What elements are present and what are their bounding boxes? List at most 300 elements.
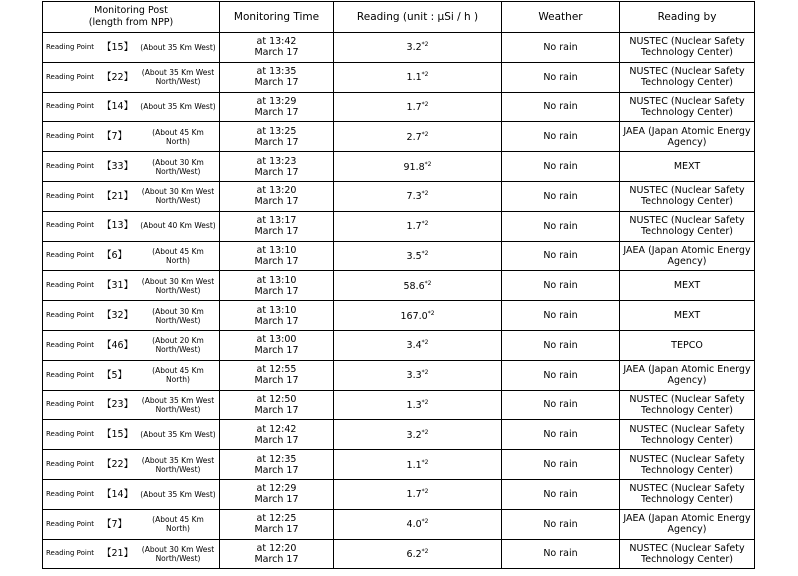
reading-cell bbox=[334, 420, 502, 450]
reading-by-line1: NUSTEC (Nuclear Safety bbox=[629, 95, 745, 107]
monitoring-post-cell bbox=[43, 301, 220, 331]
reading-point-label: Reading Point bbox=[46, 519, 95, 528]
reading-by-line1: NUSTEC (Nuclear Safety bbox=[629, 483, 745, 495]
reading-point-label: Reading Point bbox=[46, 72, 95, 81]
distance-direction bbox=[138, 545, 218, 563]
distance-direction bbox=[138, 43, 218, 52]
weather-cell: No rain bbox=[502, 420, 620, 450]
monitoring-post-cell bbox=[43, 33, 220, 63]
reading-footnote: *2 bbox=[424, 279, 432, 287]
table-row bbox=[43, 122, 755, 152]
weather-cell: No rain bbox=[502, 271, 620, 301]
date-value: March 17 bbox=[254, 345, 299, 357]
reading-by-line1: NUSTEC (Nuclear Safety bbox=[629, 393, 745, 405]
time-value: at 13:00 bbox=[256, 334, 297, 346]
header-post-line1: Monitoring Post bbox=[94, 5, 168, 16]
reading-by-line1: NUSTEC (Nuclear Safety bbox=[629, 453, 745, 465]
weather-cell: No rain bbox=[502, 479, 620, 509]
reading-point-number: 【46】 bbox=[102, 339, 134, 351]
reading-point-label: Reading Point bbox=[46, 340, 95, 349]
reading-by-cell bbox=[620, 152, 755, 182]
reading-by-cell bbox=[620, 181, 755, 211]
reading-by-line2: Technology Center) bbox=[641, 47, 733, 59]
reading-cell bbox=[334, 181, 502, 211]
monitoring-time-cell bbox=[220, 152, 334, 182]
table-row bbox=[43, 479, 755, 509]
header-post-line2: (length from NPP) bbox=[88, 17, 174, 28]
reading-point-label: Reading Point bbox=[46, 251, 95, 260]
reading-value: 58.6 bbox=[403, 280, 425, 292]
time-value: at 13:10 bbox=[256, 274, 297, 286]
reading-by-cell bbox=[620, 509, 755, 539]
distance-direction bbox=[138, 336, 218, 354]
distance-line2: North/West) bbox=[155, 345, 201, 355]
monitoring-post-cell bbox=[43, 211, 220, 241]
reading-point-number: 【7】 bbox=[102, 518, 128, 530]
reading-by-cell bbox=[620, 241, 755, 271]
table-row bbox=[43, 152, 755, 182]
distance-line1: (About 30 Km West bbox=[141, 187, 215, 197]
reading-footnote: *2 bbox=[421, 130, 429, 138]
table-row bbox=[43, 539, 755, 569]
distance-direction bbox=[138, 158, 218, 176]
header-monitoring-post bbox=[43, 2, 220, 33]
distance-direction bbox=[138, 396, 218, 414]
weather-cell: No rain bbox=[502, 539, 620, 569]
reading-point-label: Reading Point bbox=[46, 311, 95, 320]
reading-point-number: 【14】 bbox=[102, 488, 134, 500]
monitoring-post-cell bbox=[43, 122, 220, 152]
distance-direction bbox=[138, 366, 218, 384]
reading-by-cell bbox=[620, 420, 755, 450]
monitoring-time-cell bbox=[220, 420, 334, 450]
reading-by-line1: NUSTEC (Nuclear Safety bbox=[629, 185, 745, 197]
monitoring-time-cell bbox=[220, 211, 334, 241]
reading-by-cell bbox=[620, 33, 755, 63]
monitoring-post-cell bbox=[43, 360, 220, 390]
weather-cell: No rain bbox=[502, 360, 620, 390]
time-value: at 12:29 bbox=[256, 483, 297, 495]
distance-line1: (About 30 Km bbox=[152, 157, 204, 167]
weather-cell: No rain bbox=[502, 509, 620, 539]
table-row bbox=[43, 241, 755, 271]
distance-line2: North) bbox=[166, 524, 190, 534]
reading-by-line2: Technology Center) bbox=[641, 553, 733, 565]
distance-line2: North/West) bbox=[155, 77, 201, 87]
distance-line2: North) bbox=[166, 136, 190, 146]
date-value: March 17 bbox=[254, 285, 299, 297]
distance-line2: North/West) bbox=[155, 404, 201, 414]
monitoring-time-cell bbox=[220, 33, 334, 63]
distance-direction bbox=[138, 247, 218, 265]
weather-cell: No rain bbox=[502, 152, 620, 182]
distance-line1: (About 35 Km West bbox=[141, 455, 215, 465]
monitoring-time-cell bbox=[220, 450, 334, 480]
reading-footnote: *2 bbox=[421, 518, 429, 526]
table-row bbox=[43, 92, 755, 122]
distance-line2: North/West) bbox=[155, 196, 201, 206]
reading-cell bbox=[334, 92, 502, 122]
table-row bbox=[43, 271, 755, 301]
reading-by-line1: MEXT bbox=[673, 310, 701, 322]
reading-by-line2: Agency) bbox=[667, 524, 707, 536]
distance-direction bbox=[138, 456, 218, 474]
reading-footnote: *2 bbox=[421, 488, 429, 496]
time-value: at 12:35 bbox=[256, 453, 297, 465]
reading-by-line1: JAEA (Japan Atomic Energy bbox=[623, 364, 751, 376]
monitoring-post-cell bbox=[43, 152, 220, 182]
weather-cell: No rain bbox=[502, 181, 620, 211]
reading-value: 1.7 bbox=[406, 101, 422, 113]
reading-value: 4.0 bbox=[406, 519, 422, 531]
distance-direction bbox=[138, 430, 218, 439]
distance-line1: (About 30 Km West bbox=[141, 544, 215, 554]
reading-value: 1.7 bbox=[406, 489, 422, 501]
table-row bbox=[43, 450, 755, 480]
reading-point-label: Reading Point bbox=[46, 162, 95, 171]
reading-point-label: Reading Point bbox=[46, 221, 95, 230]
header-row bbox=[43, 2, 755, 33]
reading-by-cell bbox=[620, 479, 755, 509]
reading-point-number: 【6】 bbox=[102, 250, 128, 262]
reading-value: 3.4 bbox=[406, 340, 422, 352]
reading-by-line2: Technology Center) bbox=[641, 106, 733, 118]
date-value: March 17 bbox=[254, 404, 299, 416]
monitoring-time-cell bbox=[220, 390, 334, 420]
reading-by-line1: NUSTEC (Nuclear Safety bbox=[629, 66, 745, 78]
reading-by-line2: Technology Center) bbox=[641, 464, 733, 476]
weather-cell: No rain bbox=[502, 301, 620, 331]
time-value: at 13:10 bbox=[256, 304, 297, 316]
reading-value: 3.2 bbox=[406, 42, 422, 54]
time-value: at 13:25 bbox=[256, 125, 297, 137]
reading-by-line1: NUSTEC (Nuclear Safety bbox=[629, 542, 745, 554]
reading-point-label: Reading Point bbox=[46, 460, 95, 469]
monitoring-time-cell bbox=[220, 360, 334, 390]
reading-by-line1: NUSTEC (Nuclear Safety bbox=[629, 36, 745, 48]
distance-line1: (About 30 Km bbox=[152, 306, 204, 316]
reading-point-label: Reading Point bbox=[46, 281, 95, 290]
date-value: March 17 bbox=[254, 375, 299, 387]
monitoring-time-cell bbox=[220, 271, 334, 301]
time-value: at 13:29 bbox=[256, 95, 297, 107]
reading-point-number: 【14】 bbox=[102, 101, 134, 113]
distance-line1: (About 35 Km West) bbox=[140, 102, 216, 112]
distance-line1: (About 45 Km bbox=[152, 127, 204, 137]
distance-direction bbox=[138, 68, 218, 86]
monitoring-post-cell bbox=[43, 271, 220, 301]
reading-by-cell bbox=[620, 360, 755, 390]
reading-value: 2.7 bbox=[406, 131, 422, 143]
distance-line2: North) bbox=[166, 255, 190, 265]
reading-value: 3.3 bbox=[406, 370, 422, 382]
reading-by-line2: Agency) bbox=[667, 255, 707, 267]
date-value: March 17 bbox=[254, 77, 299, 89]
weather-cell: No rain bbox=[502, 122, 620, 152]
monitoring-time-cell bbox=[220, 122, 334, 152]
monitoring-time-cell bbox=[220, 301, 334, 331]
reading-cell bbox=[334, 301, 502, 331]
table-row bbox=[43, 509, 755, 539]
reading-by-line1: MEXT bbox=[673, 161, 701, 173]
table-row bbox=[43, 62, 755, 92]
reading-value: 1.1 bbox=[406, 72, 422, 84]
distance-direction bbox=[138, 187, 218, 205]
distance-direction bbox=[138, 515, 218, 533]
weather-cell: No rain bbox=[502, 330, 620, 360]
date-value: March 17 bbox=[254, 106, 299, 118]
reading-point-number: 【21】 bbox=[102, 548, 134, 560]
table-row bbox=[43, 33, 755, 63]
reading-footnote: *2 bbox=[421, 547, 429, 555]
reading-by-line2: Technology Center) bbox=[641, 494, 733, 506]
reading-by-line1: NUSTEC (Nuclear Safety bbox=[629, 423, 745, 435]
reading-footnote: *2 bbox=[421, 428, 429, 436]
reading-by-line2: Technology Center) bbox=[641, 226, 733, 238]
reading-footnote: *2 bbox=[421, 100, 429, 108]
reading-cell bbox=[334, 152, 502, 182]
reading-footnote: *2 bbox=[421, 398, 429, 406]
reading-footnote: *2 bbox=[421, 458, 429, 466]
reading-by-line2: Agency) bbox=[667, 375, 707, 387]
reading-cell bbox=[334, 330, 502, 360]
reading-by-cell bbox=[620, 450, 755, 480]
distance-line1: (About 35 Km West) bbox=[140, 489, 216, 499]
weather-cell: No rain bbox=[502, 241, 620, 271]
reading-value: 3.5 bbox=[406, 250, 422, 262]
reading-point-label: Reading Point bbox=[46, 400, 95, 409]
reading-point-label: Reading Point bbox=[46, 430, 95, 438]
reading-point-label: Reading Point bbox=[46, 549, 95, 558]
reading-point-label: Reading Point bbox=[46, 102, 95, 111]
reading-cell bbox=[334, 241, 502, 271]
reading-point-label: Reading Point bbox=[46, 191, 95, 200]
reading-value: 91.8 bbox=[403, 161, 425, 173]
reading-footnote: *2 bbox=[427, 309, 435, 317]
time-value: at 13:42 bbox=[256, 36, 297, 48]
reading-by-line1: JAEA (Japan Atomic Energy bbox=[623, 513, 751, 525]
weather-cell: No rain bbox=[502, 450, 620, 480]
table-row bbox=[43, 420, 755, 450]
distance-line1: (About 35 Km West bbox=[141, 395, 215, 405]
monitoring-post-cell bbox=[43, 330, 220, 360]
distance-line1: (About 45 Km bbox=[152, 366, 204, 376]
date-value: March 17 bbox=[254, 434, 299, 446]
date-value: March 17 bbox=[254, 524, 299, 536]
reading-value: 7.3 bbox=[406, 191, 422, 203]
distance-line1: (About 35 Km West) bbox=[140, 42, 216, 52]
date-value: March 17 bbox=[254, 136, 299, 148]
reading-cell bbox=[334, 479, 502, 509]
time-value: at 12:42 bbox=[256, 423, 297, 435]
reading-footnote: *2 bbox=[421, 339, 429, 347]
reading-by-line2: Technology Center) bbox=[641, 434, 733, 446]
reading-footnote: *2 bbox=[421, 249, 429, 257]
monitoring-time-cell bbox=[220, 241, 334, 271]
reading-point-number: 【22】 bbox=[102, 71, 134, 83]
distance-direction bbox=[138, 490, 218, 499]
monitoring-table bbox=[42, 1, 755, 569]
distance-direction bbox=[138, 102, 218, 111]
weather-cell: No rain bbox=[502, 62, 620, 92]
monitoring-time-cell bbox=[220, 539, 334, 569]
reading-point-label: Reading Point bbox=[46, 132, 95, 141]
weather-cell: No rain bbox=[502, 92, 620, 122]
time-value: at 12:20 bbox=[256, 542, 297, 554]
distance-line1: (About 20 Km bbox=[152, 336, 204, 346]
distance-line1: (About 35 Km West) bbox=[140, 430, 216, 439]
date-value: March 17 bbox=[254, 255, 299, 267]
header-reading: Reading (unit : μSi / h ) bbox=[334, 2, 502, 33]
monitoring-time-cell bbox=[220, 479, 334, 509]
monitoring-time-cell bbox=[220, 92, 334, 122]
reading-cell bbox=[334, 509, 502, 539]
time-value: at 13:20 bbox=[256, 185, 297, 197]
date-value: March 17 bbox=[254, 494, 299, 506]
reading-point-label: Reading Point bbox=[46, 489, 95, 498]
reading-by-cell bbox=[620, 390, 755, 420]
time-value: at 13:17 bbox=[256, 215, 297, 227]
monitoring-post-cell bbox=[43, 450, 220, 480]
reading-cell bbox=[334, 33, 502, 63]
weather-cell: No rain bbox=[502, 390, 620, 420]
monitoring-time-cell bbox=[220, 330, 334, 360]
reading-footnote: *2 bbox=[421, 190, 429, 198]
time-value: at 13:23 bbox=[256, 155, 297, 167]
table-row bbox=[43, 211, 755, 241]
reading-value: 3.2 bbox=[406, 429, 422, 441]
reading-cell bbox=[334, 450, 502, 480]
reading-point-number: 【13】 bbox=[102, 220, 134, 232]
reading-by-line1: NUSTEC (Nuclear Safety bbox=[629, 215, 745, 227]
reading-footnote: *2 bbox=[421, 220, 429, 228]
reading-point-label: Reading Point bbox=[46, 370, 95, 379]
distance-line2: North/West) bbox=[155, 315, 201, 325]
reading-footnote: *2 bbox=[421, 41, 429, 49]
reading-point-number: 【32】 bbox=[102, 310, 134, 322]
distance-line1: (About 40 Km West) bbox=[140, 221, 216, 231]
reading-point-number: 【33】 bbox=[102, 161, 134, 173]
distance-line2: North/West) bbox=[155, 166, 201, 176]
distance-line1: (About 30 Km West bbox=[141, 276, 215, 286]
monitoring-post-cell bbox=[43, 539, 220, 569]
reading-cell bbox=[334, 390, 502, 420]
reading-by-line1: MEXT bbox=[673, 280, 701, 292]
monitoring-time-cell bbox=[220, 509, 334, 539]
reading-by-cell bbox=[620, 62, 755, 92]
monitoring-post-cell bbox=[43, 92, 220, 122]
reading-point-number: 【22】 bbox=[102, 459, 134, 471]
time-value: at 12:25 bbox=[256, 513, 297, 525]
monitoring-time-cell bbox=[220, 62, 334, 92]
table-row bbox=[43, 390, 755, 420]
monitoring-post-cell bbox=[43, 479, 220, 509]
time-value: at 12:50 bbox=[256, 393, 297, 405]
reading-cell bbox=[334, 122, 502, 152]
header-reading-by: Reading by bbox=[620, 2, 755, 33]
reading-by-cell bbox=[620, 301, 755, 331]
distance-direction bbox=[138, 221, 218, 230]
reading-footnote: *2 bbox=[421, 71, 429, 79]
monitoring-post-cell bbox=[43, 62, 220, 92]
weather-cell: No rain bbox=[502, 33, 620, 63]
reading-by-line2: Technology Center) bbox=[641, 77, 733, 89]
monitoring-post-cell bbox=[43, 420, 220, 450]
reading-by-line1: JAEA (Japan Atomic Energy bbox=[623, 244, 751, 256]
distance-line1: (About 45 Km bbox=[152, 515, 204, 525]
header-weather: Weather bbox=[502, 2, 620, 33]
date-value: March 17 bbox=[254, 464, 299, 476]
monitoring-time-cell bbox=[220, 181, 334, 211]
time-value: at 13:35 bbox=[256, 66, 297, 78]
reading-by-line1: JAEA (Japan Atomic Energy bbox=[623, 125, 751, 137]
reading-by-cell bbox=[620, 539, 755, 569]
table-row bbox=[43, 330, 755, 360]
weather-cell: No rain bbox=[502, 211, 620, 241]
reading-value: 1.3 bbox=[406, 399, 422, 411]
reading-by-line2: Technology Center) bbox=[641, 404, 733, 416]
date-value: March 17 bbox=[254, 166, 299, 178]
reading-cell bbox=[334, 211, 502, 241]
reading-point-number: 【23】 bbox=[102, 399, 134, 411]
reading-value: 1.1 bbox=[406, 459, 422, 471]
date-value: March 17 bbox=[254, 226, 299, 238]
header-monitoring-time: Monitoring Time bbox=[220, 2, 334, 33]
distance-direction bbox=[138, 307, 218, 325]
distance-line1: (About 35 Km West bbox=[141, 68, 215, 78]
distance-line2: North) bbox=[166, 375, 190, 385]
reading-by-cell bbox=[620, 211, 755, 241]
distance-line2: North/West) bbox=[155, 285, 201, 295]
time-value: at 12:55 bbox=[256, 364, 297, 376]
reading-point-number: 【7】 bbox=[102, 131, 128, 143]
reading-by-cell bbox=[620, 330, 755, 360]
table-row bbox=[43, 301, 755, 331]
date-value: March 17 bbox=[254, 553, 299, 565]
reading-footnote: *2 bbox=[424, 160, 432, 168]
distance-line2: North/West) bbox=[155, 464, 201, 474]
distance-line1: (About 45 Km bbox=[152, 246, 204, 256]
reading-by-cell bbox=[620, 92, 755, 122]
monitoring-post-cell bbox=[43, 241, 220, 271]
distance-direction bbox=[138, 128, 218, 146]
table-row bbox=[43, 360, 755, 390]
reading-point-number: 【15】 bbox=[102, 41, 134, 53]
reading-point-number: 【31】 bbox=[102, 280, 134, 292]
reading-point-number: 【5】 bbox=[102, 369, 128, 381]
reading-value: 6.2 bbox=[406, 548, 422, 560]
date-value: March 17 bbox=[254, 47, 299, 59]
reading-cell bbox=[334, 271, 502, 301]
date-value: March 17 bbox=[254, 196, 299, 208]
reading-footnote: *2 bbox=[421, 369, 429, 377]
reading-by-line2: Agency) bbox=[667, 136, 707, 148]
reading-by-cell bbox=[620, 122, 755, 152]
reading-cell bbox=[334, 539, 502, 569]
monitoring-post-cell bbox=[43, 390, 220, 420]
date-value: March 17 bbox=[254, 315, 299, 327]
distance-direction bbox=[138, 277, 218, 295]
reading-point-number: 【15】 bbox=[102, 429, 134, 440]
reading-point-label: Reading Point bbox=[46, 42, 95, 51]
reading-cell bbox=[334, 360, 502, 390]
table-row bbox=[43, 181, 755, 211]
reading-by-line2: Technology Center) bbox=[641, 196, 733, 208]
time-value: at 13:10 bbox=[256, 244, 297, 256]
monitoring-post-cell bbox=[43, 509, 220, 539]
reading-cell bbox=[334, 62, 502, 92]
monitoring-post-cell bbox=[43, 181, 220, 211]
